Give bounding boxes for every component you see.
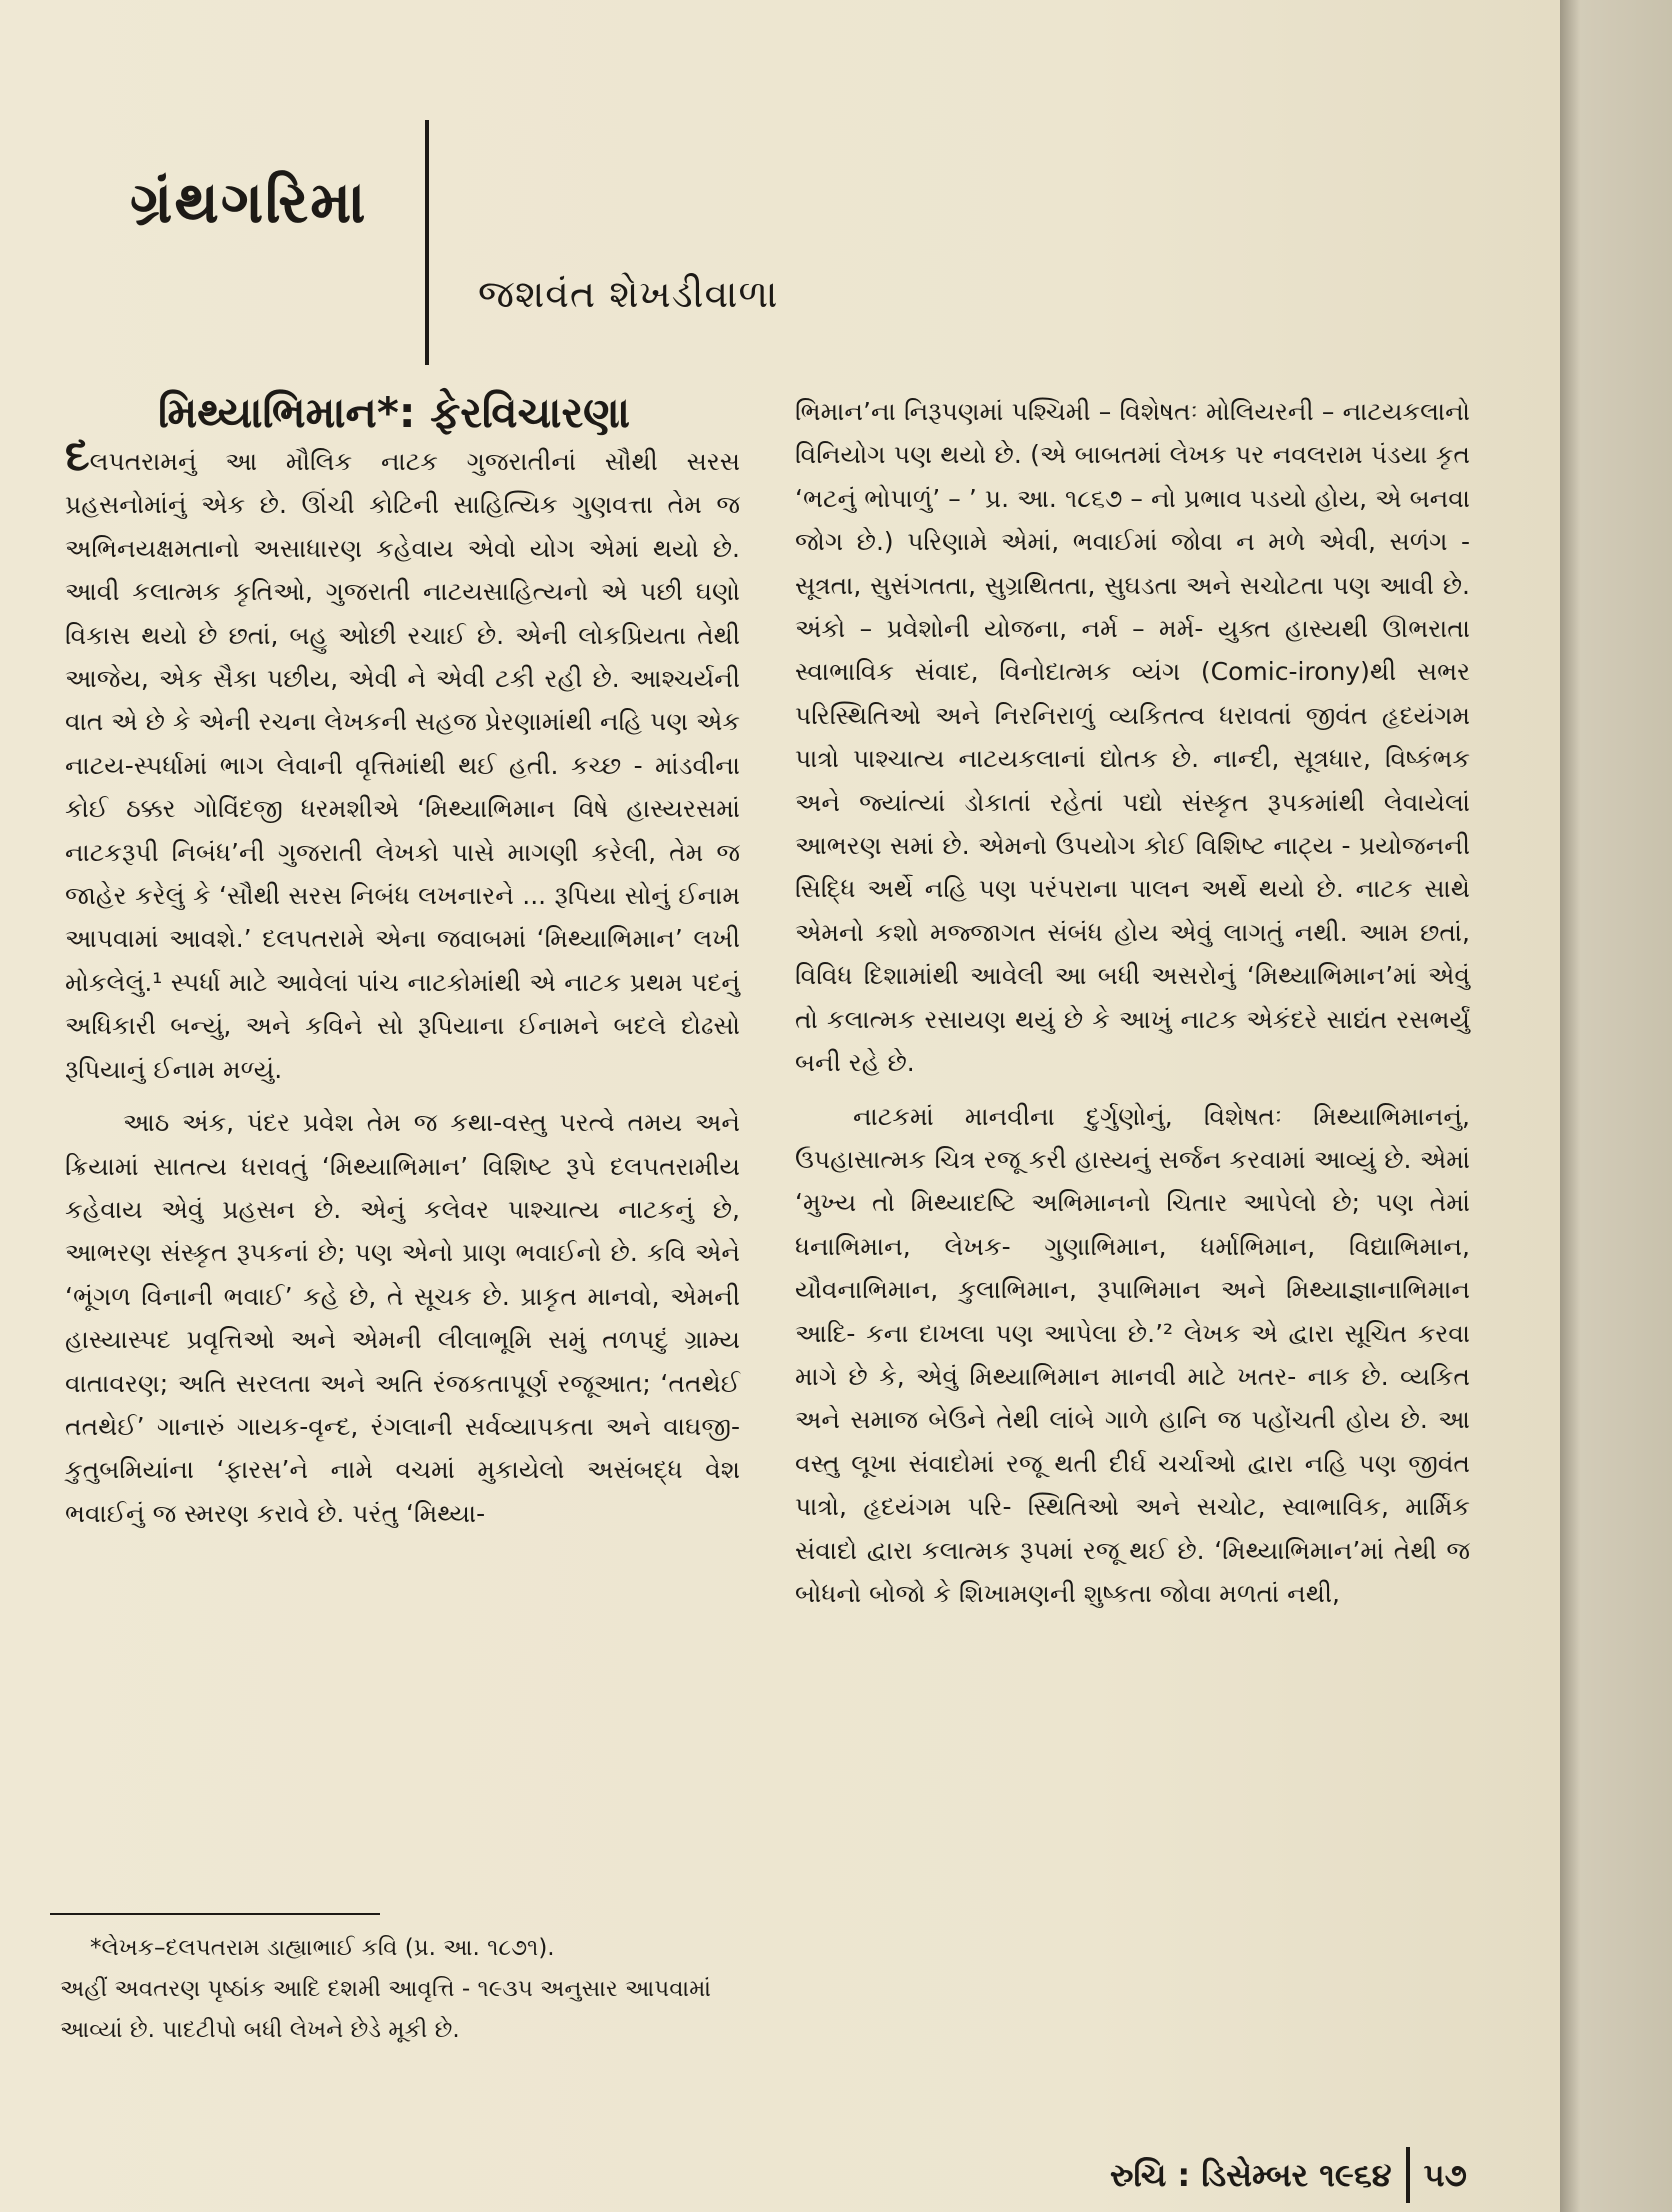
drop-cap: દ (65, 430, 90, 481)
paragraph: આઠ અંક, પંદર પ્રવેશ તેમ જ કથા-વસ્તુ પરત્વે તમય અને ક્રિયામાં સાતત્ય ધરાવતું ‘મિથ્યાભિમાન’ વિશિષ્ટ રૂપે દલપતરામીય કહેવાય એવું પ્રહસન છે. એનું કલેવર પાશ્ચાત્ય નાટકનું છે, આભરણ સંસ્કૃત રૂપકનાં છે; પણ એનો પ્રાણ ભવાઈનો છે. કવિ એને ‘ભૂંગળ વિનાની ભવાઈ’ કહે છે, તે સૂચક છે. પ્રાકૃત માનવો, એમની હાસ્યાસ્પદ પ્રવૃત્તિઓ અને એમની લીલાભૂમિ સમું તળપદું ગ્રામ્ય વાતાવરણ; અતિ સરલતા અને અતિ રંજકતાપૂર્ણ રજૂઆત; ‘તતથેઈ તતથેઈ’ ગાનારું ગાયક-વૃન્દ, રંગલાની સર્વવ્યાપકતા અને વાઘજી-કુતુબમિયાંના ‘ફારસ’ને નામે વચમાં મુકાયેલો અસંબદ્ધ વેશ ભવાઈનું જ સ્મરણ કરાવે છે. પરંતુ ‘મિથ્યા- (65, 1108, 740, 1528)
left-column (65, 430, 740, 1535)
page-footer (1110, 2150, 1467, 2200)
paragraph: નાટકમાં માનવીના દુર્ગુણોનું, વિશેષતઃ મિથ્યાભિમાનનું, ઉપહાસાત્મક ચિત્ર રજૂ કરી હાસ્યનું સર્જન કરવામાં આવ્યું છે. એમાં ‘મુખ્ય તો મિથ્યાદષ્ટિ અભિમાનનો ચિતાર આપેલો છે; પણ તેમાં ધનાભિમાન, લેખક- ગુણાભિમાન, ધર્માભિમાન, વિદ્યાભિમાન, યૌવનાભિમાન, કુલાભિમાન, રૂપાભિમાન અને મિથ્યાજ્ઞાનાભિમાન આદિ- કના દાખલા પણ આપેલા છે.’² લેખક એ દ્વારા સૂચિત કરવા માગે છે કે, એવું મિથ્યાભિમાન માનવી માટે ખતર- નાક છે. વ્યકિત અને સમાજ બેઉને તેથી લાંબે ગાળે હાનિ જ પહોંચતી હોય છે. આ વસ્તુ લૂખા સંવાદોમાં રજૂ થતી દીર્ઘ ચર્ચાઓ દ્વારા નહિ પણ જીવંત પાત્રો, હૃદયંગમ પરિ- સ્થિતિઓ અને સચોટ, સ્વાભાવિક, માર્મિક સંવાદો દ્વારા કલાત્મક રૂપમાં રજૂ થઈ છે. ‘મિથ્યાભિમાન’માં તેથી જ બોધનો બોજો કે શિખામણની શુષ્કતા જોવા મળતાં નથી, (795, 1101, 1470, 1608)
author-name: જશવંત શેખડીવાળા (478, 272, 779, 316)
article-title: મિથ્યાભિમાન*: ફેરવિચારણા (158, 388, 631, 437)
footnote-divider (50, 1913, 380, 1915)
footnote (60, 1928, 750, 2051)
right-column (795, 390, 1470, 1615)
paragraph: ભિમાન’ના નિરૂપણમાં પશ્ચિમી – વિશેષતઃ મોલિયરની – નાટયકલાનો વિનિયોગ પણ થયો છે. (એ બાબતમાં લેખક પર નવલરામ પંડયા કૃત ‘ભટનું ભોપાળું’ – ’ પ્ર. આ. ૧૮૬૭ – નો પ્રભાવ પડયો હોય, એ બનવા જોગ છે.) પરિણામે એમાં, ભવાઈમાં જોવા ન મળે એવી, સળંગ - સૂત્રતા, સુસંગતતા, સુગ્રથિતતા, સુઘડતા અને સચોટતા પણ આવી છે. અંકો – પ્રવેશોની યોજના, નર્મ – મર્મ- યુક્ત હાસ્યથી ઊભરાતા સ્વાભાવિક સંવાદ, વિનોદાત્મક વ્યંગ (Comic-irony)થી સભર પરિસ્થિતિઓ અને નિરનિરાળું વ્યકિતત્વ ધરાવતાં જીવંત હૃદયંગમ પાત્રો પાશ્ચાત્ય નાટયકલાનાં દ્યોતક છે. નાન્દી, સૂત્રધાર, વિષ્કંભક અને જ્યાંત્યાં ડોકાતાં રહેતાં પદ્યો સંસ્કૃત રૂપકમાંથી લેવાયેલાં આભરણ સમાં છે. એમનો ઉપયોગ કોઈ વિશિષ્ટ નાટ્ય - પ્રયોજનની સિદ્ધિ અર્થે નહિ પણ પરંપરાના પાલન અર્થે થયો છે. નાટક સાથે એમનો કશો મજ્જાગત સંબંધ હોય એવું લાગતું નથી. આમ છતાં, વિવિધ દિશામાંથી આવેલી આ બધી અસરોનું ‘મિથ્યાભિમાન’માં એવું તો કલાત્મક રસાયણ થયું છે કે આખું નાટક એકંદરે સાદ્યંત રસભર્યું બની રહે છે. (795, 397, 1470, 1078)
paragraph-text: લપતરામનું આ મૌલિક નાટક ગુજરાતીનાં સૌથી સરસ પ્રહસનોમાંનું એક છે. ઊંચી કોટિની સાહિત્યિક ગુણવત્તા તેમ જ અભિનયક્ષમતાનો અસાધારણ કહેવાય એવો યોગ એમાં થયો છે. આવી કલાત્મક કૃતિઓ, ગુજરાતી નાટયસાહિત્યનો એ પછી ઘણો વિકાસ થયો છે છતાં, બહુ ઓછી રચાઈ છે. એની લોકપ્રિયતા તેથી આજેય, એક સૈકા પછીય, એવી ને એવી ટકી રહી છે. આશ્ચર્યની વાત એ છે કે એની રચના લેખકની સહજ પ્રેરણામાંથી નહિ પણ એક નાટય-સ્પર્ધામાં ભાગ લેવાની વૃત્તિમાંથી થઈ હતી. કચ્છ - માંડવીના કોઈ ઠક્કર ગોવિંદજી ધરમશીએ ‘મિથ્યાભિમાન વિષે હાસ્યરસમાં નાટકરૂપી નિબંધ’ની ગુજરાતી લેખકો પાસે માગણી કરેલી, તેમ જ જાહેર કરેલું કે ‘સૌથી સરસ નિબંધ લખનારને ... રૂપિયા સોનું ઈનામ આપવામાં આવશે.’ દલપતરામે એના જવાબમાં ‘મિથ્યાભિમાન’ લખી મોકલેલું.¹ સ્પર્ધા માટે આવેલાં પાંચ નાટકોમાંથી એ નાટક પ્રથમ પદનું અધિકારી બન્યું, અને કવિને સો રૂપિયાના ઈનામને બદલે દોઢસો રૂપિયાનું ઈનામ મળ્યું. (65, 447, 740, 1084)
footnote-line: *લેખક–દલપતરામ ડાહ્યાભાઈ કવિ (પ્ર. આ. ૧૮૭૧). (90, 1935, 555, 1961)
binding-edge (1560, 0, 1672, 2212)
footer-divider (1406, 2147, 1410, 2203)
header-divider (425, 120, 429, 365)
magazine-issue: રુચિ : ડિસેમ્બર ૧૯૬૪ (1110, 2155, 1392, 2194)
section-title: ગ્રંથગરિમા (130, 168, 368, 236)
paragraph (65, 430, 740, 1091)
footnote-line: અહીં અવતરણ પૃષ્ઠાંક આદિ દશમી આવૃત્તિ - ૧૯૩૫ અનુસાર આપવામાં આવ્યાં છે. પાદટીપો બધી લેખને છેડે મૂકી છે. (60, 1976, 712, 2043)
page-number: ૫૭ (1423, 2155, 1467, 2194)
